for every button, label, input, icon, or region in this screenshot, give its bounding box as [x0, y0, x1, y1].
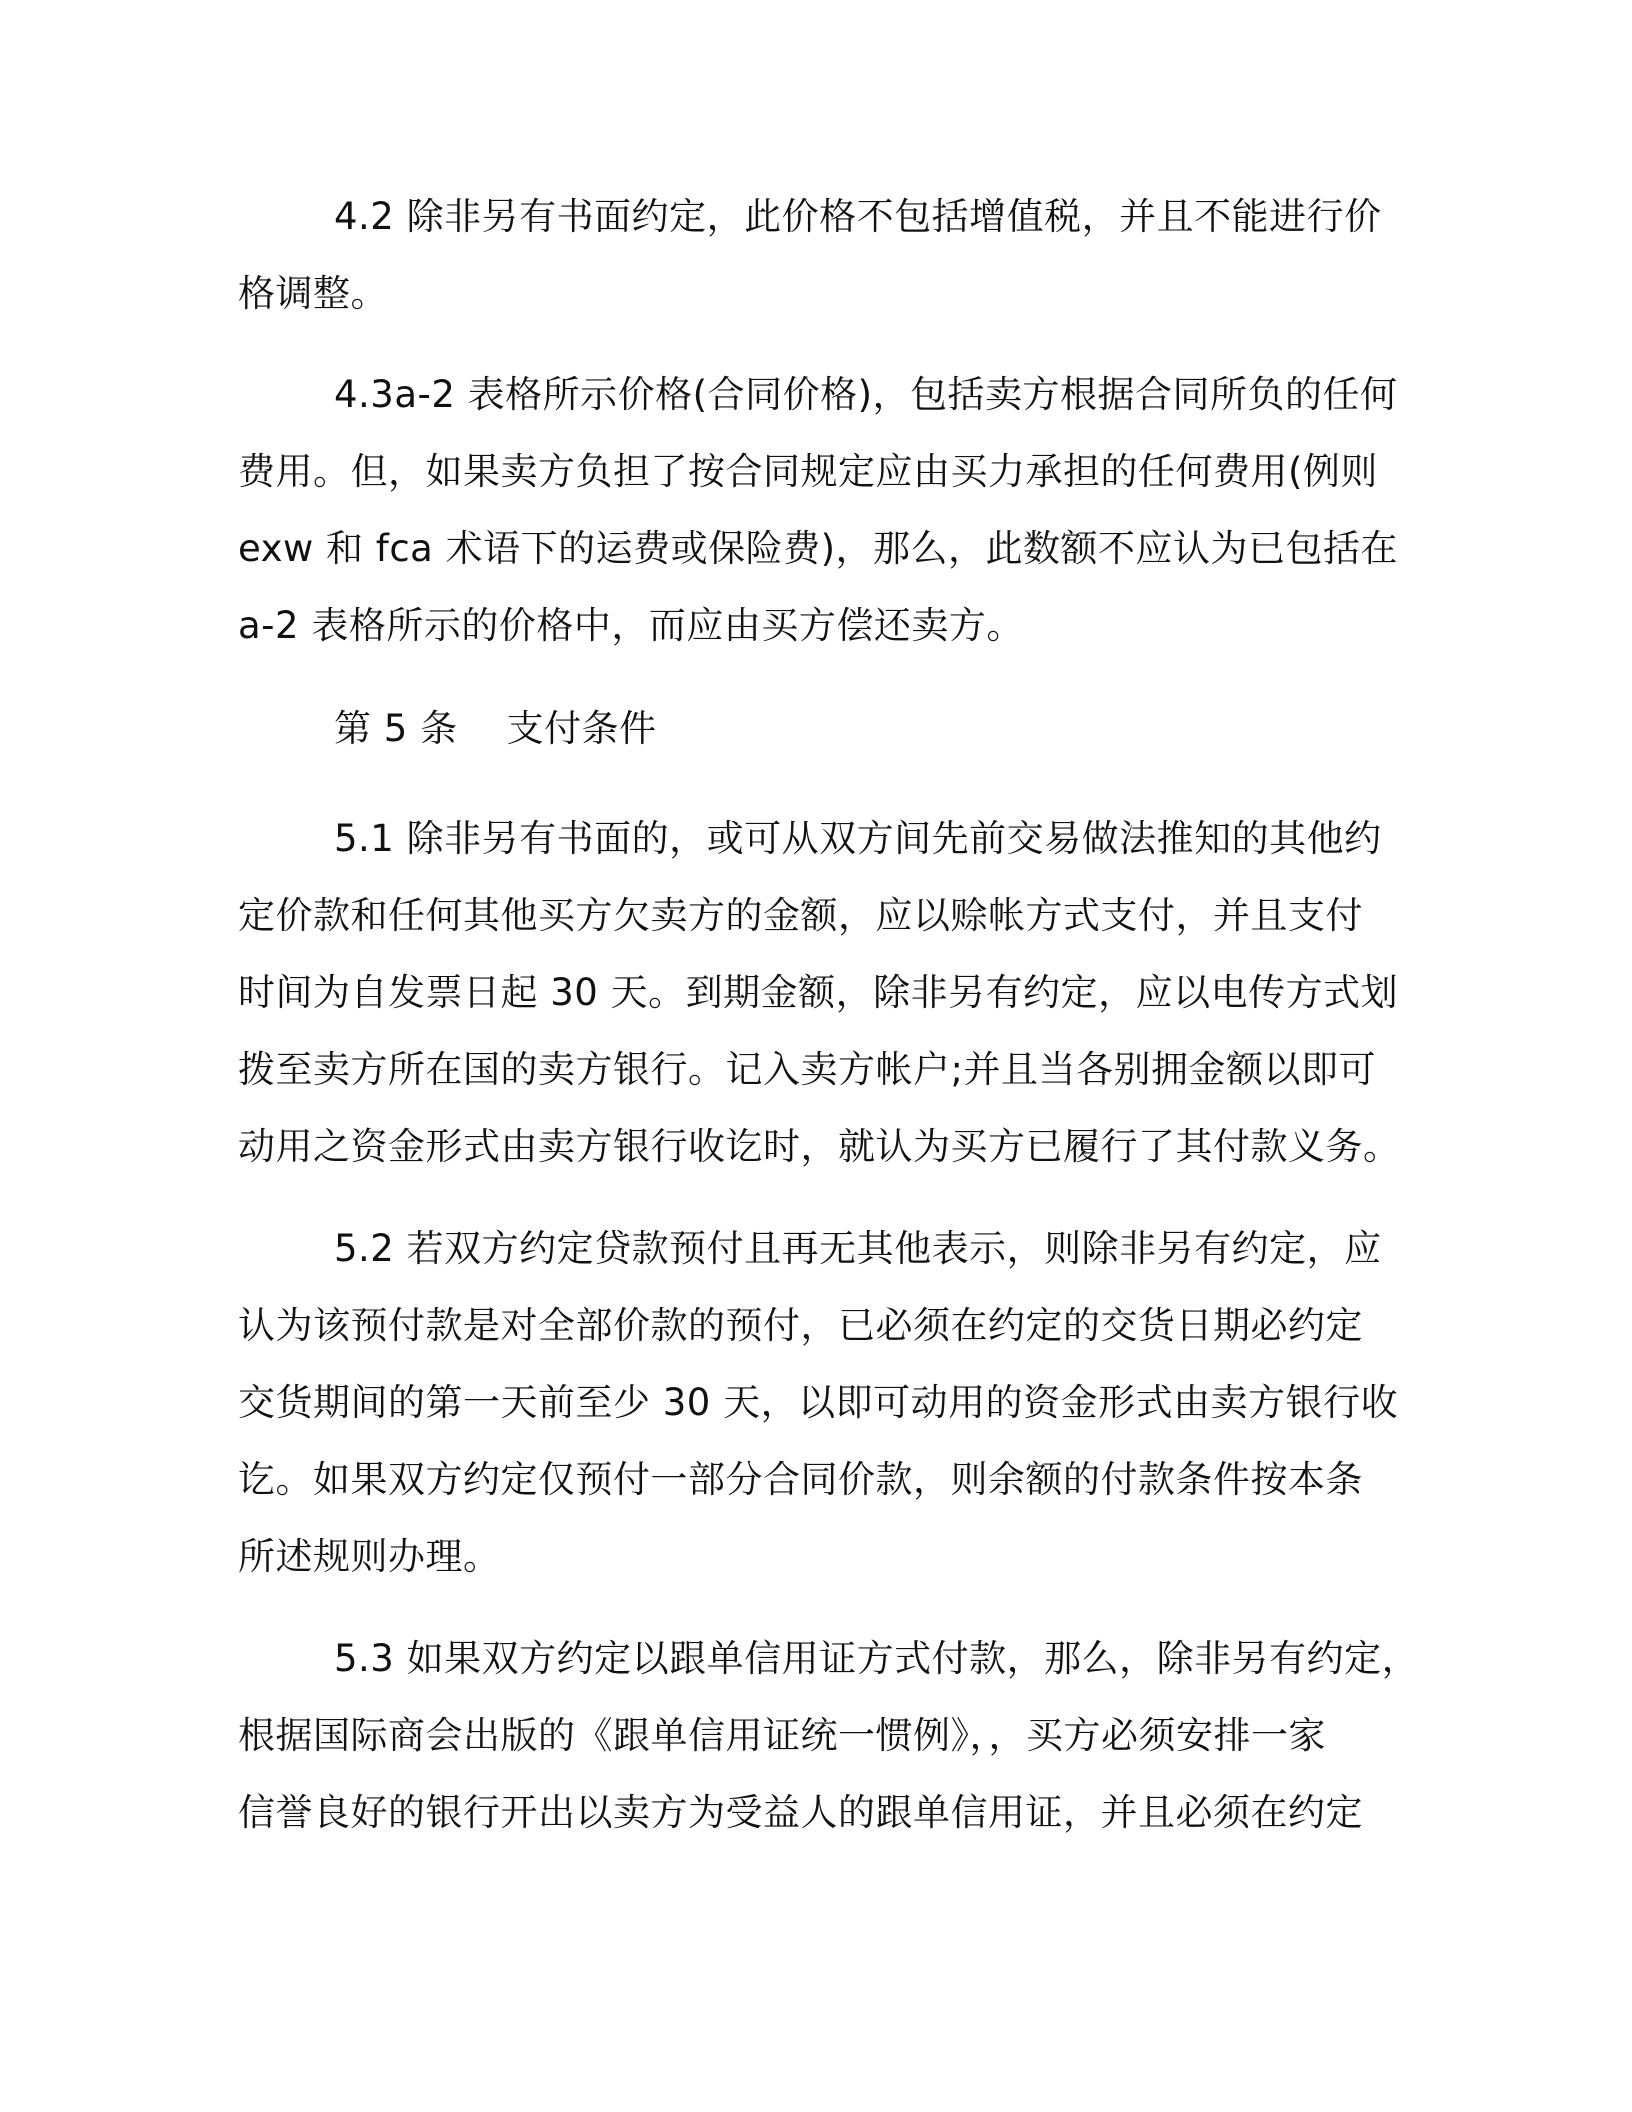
- paragraph-line: 拨至卖方所在国的卖方银行。记入卖方帐户;并且当各别拥金额以即可: [238, 1048, 1376, 1091]
- paragraph-line: exw 和 fca 术语下的运费或保险费)，那么，此数额不应认为已包括在: [238, 527, 1399, 570]
- paragraph-line: 5.3 如果双方约定以跟单信用证方式付款，那么，除非另有约定，: [334, 1637, 1420, 1680]
- paragraph-line: 4.2 除非另有书面约定，此价格不包括增值税，并且不能进行价: [334, 195, 1382, 238]
- paragraph-4-3: [238, 356, 1398, 664]
- paragraph-line: 费用。但，如果卖方负担了按合同规定应由买力承担的任何费用(例则: [238, 450, 1378, 493]
- paragraph-line: 4.3a-2 表格所示价格(合同价格)，包括卖方根据合同所负的任何: [334, 373, 1398, 416]
- paragraph-line: 5.1 除非另有书面的，或可从双方间先前交易做法推知的其他约: [334, 817, 1382, 860]
- paragraph-line: 认为该预付款是对全部价款的预付，已必须在约定的交货日期必约定: [238, 1304, 1363, 1347]
- paragraph-line: 信誉良好的银行开出以卖方为受益人的跟单信用证，并且必须在约定: [238, 1791, 1363, 1834]
- paragraph-5-2: [238, 1210, 1398, 1595]
- paragraph-5-3: [238, 1620, 1420, 1851]
- paragraph-line: 所述规则办理。: [238, 1535, 501, 1578]
- paragraph-line: 时间为自发票日起 30 天。到期金额，除非另有约定，应以电传方式划: [238, 971, 1399, 1014]
- paragraph-line: 动用之资金形式由卖方银行收讫时，就认为买方已履行了其付款义务。: [238, 1125, 1401, 1168]
- paragraph-line: 讫。如果双方约定仅预付一部分合同价款，则余额的付款条件按本条: [238, 1458, 1363, 1501]
- paragraph-line: a-2 表格所示的价格中，而应由买方偿还卖方。: [238, 604, 1024, 647]
- paragraph-5-1: [238, 800, 1401, 1185]
- paragraph-line: 根据国际商会出版的《跟单信用证统一惯例》，，买方必须安排一家: [238, 1714, 1326, 1757]
- article-5-heading: 第 5 条 支付条件: [334, 707, 657, 750]
- paragraph-line: 定价款和任何其他买方欠卖方的金额，应以赊帐方式支付，并且支付: [238, 894, 1363, 937]
- paragraph-line: 交货期间的第一天前至少 30 天，以即可动用的资金形式由卖方银行收: [238, 1381, 1399, 1424]
- paragraph-line: 5.2 若双方约定贷款预付且再无其他表示，则除非另有约定，应: [334, 1227, 1382, 1270]
- paragraph-line: 格调整。: [238, 272, 388, 315]
- paragraph-4-2: [238, 178, 1398, 332]
